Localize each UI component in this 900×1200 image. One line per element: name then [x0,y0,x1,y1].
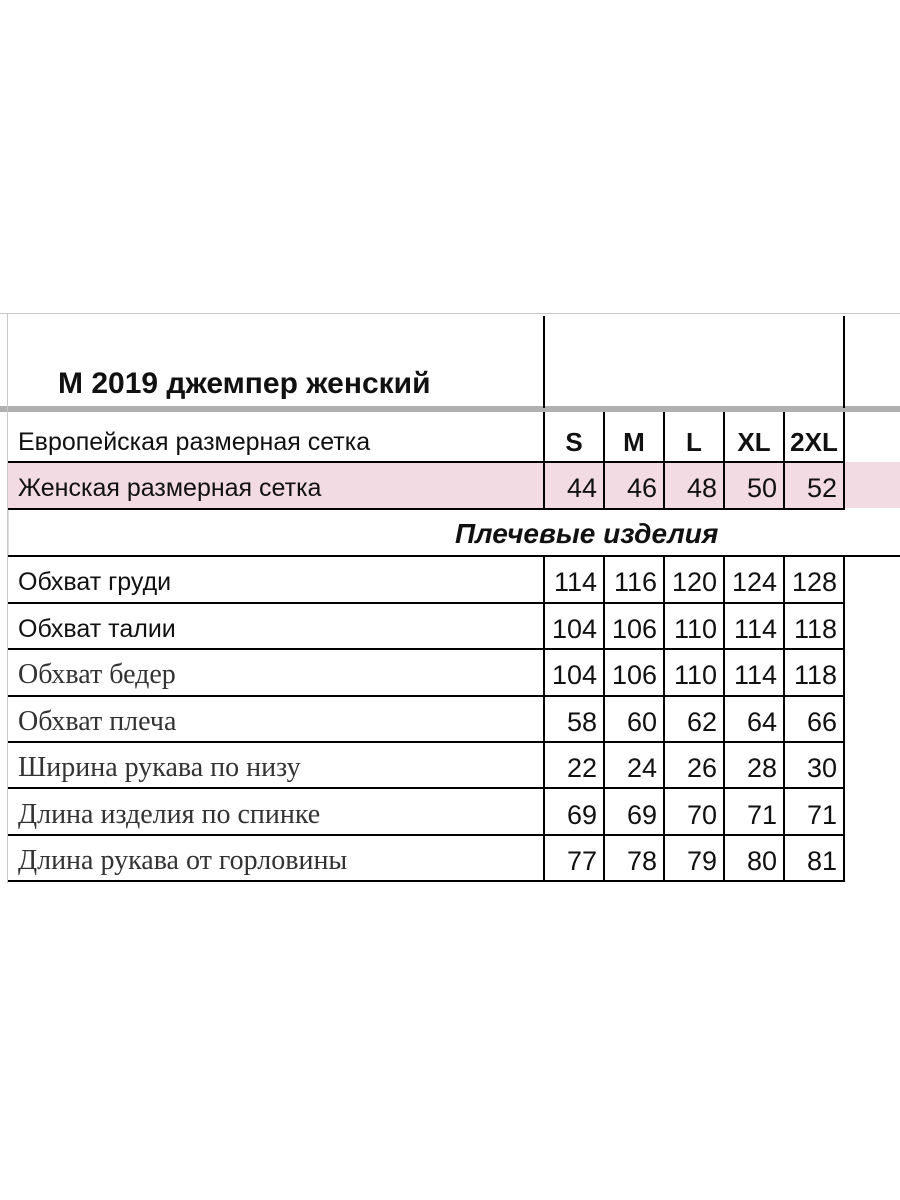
size-header-m: M [623,426,645,457]
border-h-2 [8,508,845,510]
size-header-2xl: 2XL [790,426,838,457]
grid-line-top [0,313,900,314]
border-v-col5-bottom [843,555,845,882]
size-header-s: S [565,426,583,457]
measurement-value: 24 [626,752,657,783]
border-h-7 [8,741,845,743]
measurement-value: 26 [686,752,717,783]
measurement-value: 110 [673,613,717,644]
border-v-col3-top [723,412,725,510]
measurement-label: Обхват плеча [18,706,177,737]
measurement-value: 114 [553,566,597,597]
border-h-10 [8,880,845,882]
measurement-value: 58 [566,706,597,737]
measurement-value: 77 [566,845,597,876]
measurement-value: 128 [791,566,837,597]
border-v-col2-bottom [663,555,665,882]
measurement-value: 104 [551,613,597,644]
measurement-label: Длина изделия по спинке [18,799,321,830]
border-v-col1-top [603,412,605,510]
measurement-value: 104 [551,659,597,690]
measurement-value: 118 [793,659,837,690]
measurement-value: 66 [806,706,837,737]
measurement-value: 110 [673,659,717,690]
measurement-value: 116 [613,566,657,597]
border-v-label-top [543,412,545,510]
measurement-value: 71 [746,799,777,830]
border-v-col3-bottom [723,555,725,882]
measurement-label: Обхват груди [18,567,172,596]
border-h-1 [8,461,845,463]
women-size-s: 44 [566,472,597,503]
measurement-value: 106 [611,613,657,644]
grid-line-section-left [8,510,9,555]
measurement-value: 69 [626,799,657,830]
measurement-label: Обхват талии [18,614,176,643]
border-v-title-right [843,316,845,408]
measurement-value: 30 [806,752,837,783]
european-size-label: Европейская размерная сетка [18,427,371,456]
grid-line-left [7,313,8,883]
measurement-label: Длина рукава от горловины [18,845,348,876]
border-v-label-bottom [543,555,545,882]
border-v-col4-bottom [783,555,785,882]
section-title: Плечевые изделия [455,518,719,549]
measurement-value: 60 [626,706,657,737]
measurement-value: 79 [686,845,717,876]
measurement-value: 106 [611,659,657,690]
women-size-xl: 50 [746,472,777,503]
measurement-value: 71 [806,799,837,830]
border-v-col4-top [783,412,785,510]
women-size-m: 46 [626,472,657,503]
border-h-5 [8,648,845,650]
border-h-9 [8,834,845,836]
measurement-value: 124 [731,566,777,597]
measurement-value: 28 [746,752,777,783]
border-h-3 [8,555,900,557]
women-size-label: Женская размерная сетка [18,473,322,502]
measurement-value: 62 [686,706,717,737]
women-size-l: 48 [686,472,717,503]
measurement-value: 22 [566,752,597,783]
measurement-value: 69 [566,799,597,830]
measurement-value: 114 [733,613,777,644]
size-header-xl: XL [737,426,771,457]
measurement-label: Обхват бедер [18,659,176,690]
measurement-value: 78 [626,845,657,876]
measurement-value: 64 [746,706,777,737]
grid-line-thick-gray [0,406,900,412]
border-h-4 [8,602,845,604]
measurement-label: Ширина рукава по низу [18,752,301,783]
border-v-title-left [543,316,545,408]
measurement-value: 120 [671,566,717,597]
product-title: М 2019 джемпер женский [58,367,431,400]
measurement-value: 114 [733,659,777,690]
border-h-6 [8,695,845,697]
border-v-col2-top [663,412,665,510]
measurement-value: 81 [806,845,837,876]
size-header-l: L [686,426,702,457]
border-v-col1-bottom [603,555,605,882]
border-h-8 [8,787,845,789]
measurement-value: 70 [686,799,717,830]
measurement-value: 118 [793,613,837,644]
women-size-2xl: 52 [806,472,837,503]
measurement-value: 80 [746,845,777,876]
border-v-col5-top [843,412,845,510]
